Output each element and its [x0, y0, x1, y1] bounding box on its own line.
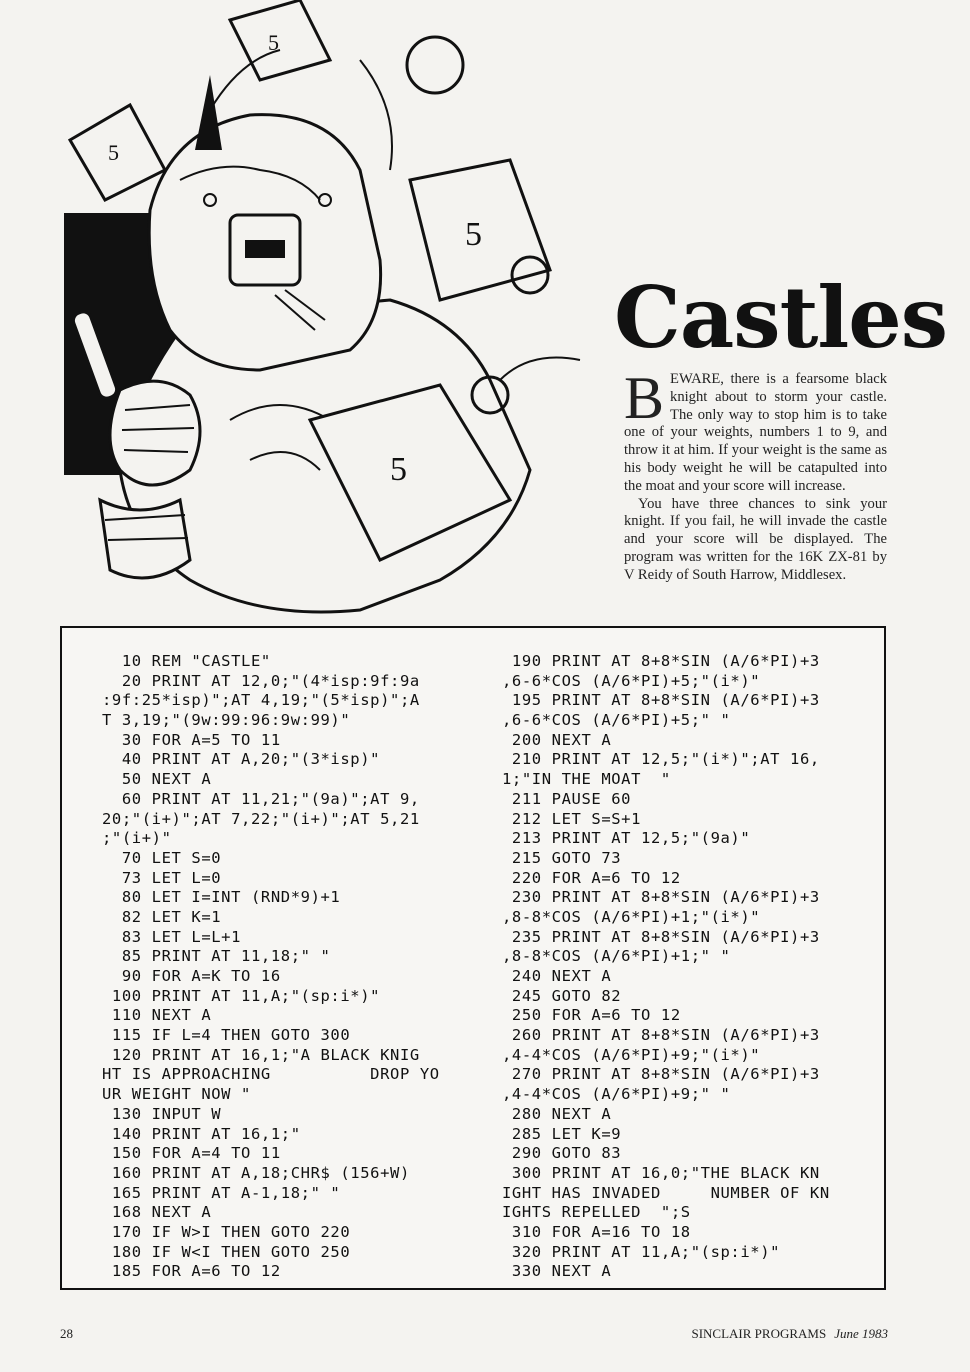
knight-illustration — [60, 0, 640, 620]
code-line: 180 IF W<I THEN GOTO 250 — [102, 1242, 351, 1261]
code-line: 213 PRINT AT 12,5;"(9a)" — [502, 829, 751, 848]
code-line: 210 PRINT AT 12,5;"(i*)";AT 16, — [502, 750, 820, 769]
footer-credit — [691, 1326, 888, 1342]
code-line: 168 NEXT A — [102, 1203, 212, 1222]
code-line: ,6-6*COS (A/6*PI)+5;"(i*)" — [502, 671, 761, 690]
code-line: 130 INPUT W — [102, 1104, 222, 1123]
code-line: 250 FOR A=6 TO 12 — [502, 1006, 681, 1025]
page-number: 28 — [60, 1326, 73, 1341]
code-line: 195 PRINT AT 8+8*SIN (A/6*PI)+3 — [502, 691, 820, 710]
code-line: 160 PRINT AT A,18;CHR$ (156+W) — [102, 1163, 410, 1182]
code-line: 80 LET I=INT (RND*9)+1 — [102, 888, 341, 907]
code-line: :9f:25*isp)";AT 4,19;"(5*isp)";A — [102, 691, 420, 710]
weight-icon — [70, 105, 165, 200]
svg-text:5: 5 — [268, 30, 279, 55]
code-line: 1;"IN THE MOAT " — [502, 770, 671, 789]
code-line: 310 FOR A=16 TO 18 — [502, 1222, 691, 1241]
code-line: ;"(i+)" — [102, 829, 172, 848]
code-line: ,4-4*COS (A/6*PI)+9;"(i*)" — [502, 1045, 761, 1064]
code-line: 170 IF W>I THEN GOTO 220 — [102, 1222, 351, 1241]
svg-text:5: 5 — [465, 216, 482, 253]
code-line: 300 PRINT AT 16,0;"THE BLACK KN — [502, 1163, 820, 1182]
code-line: 200 NEXT A — [502, 730, 612, 749]
code-line: 85 PRINT AT 11,18;" " — [102, 947, 331, 966]
code-line: 20 PRINT AT 12,0;"(4*isp:9f:9a — [102, 671, 420, 690]
code-line: 285 LET K=9 — [502, 1124, 622, 1143]
code-line: 240 NEXT A — [502, 967, 612, 985]
code-line: ,6-6*COS (A/6*PI)+5;" " — [502, 711, 731, 730]
program-listing — [60, 626, 886, 1290]
drop-cap: B — [624, 365, 665, 431]
code-line: 110 NEXT A — [102, 1006, 212, 1025]
svg-text:5: 5 — [108, 140, 119, 165]
code-line: 120 PRINT AT 16,1;"A BLACK KNIG — [102, 1045, 420, 1064]
code-line: 40 PRINT AT A,20;"(3*isp)" — [102, 750, 381, 769]
code-line: 150 FOR A=4 TO 11 — [102, 1144, 281, 1163]
issue-date: June 1983 — [834, 1326, 888, 1341]
code-line: 190 PRINT AT 8+8*SIN (A/6*PI)+3 — [502, 652, 820, 670]
code-line: IGHTS REPELLED ";S — [502, 1203, 691, 1222]
code-line: 185 FOR A=6 TO 12 — [102, 1262, 281, 1281]
code-line: UR WEIGHT NOW " — [102, 1085, 251, 1104]
intro-paragraph-2: You have three chances to sink your knight. If you fail, he will invade the castle and your score will be displayed. The program was written for the 16K ZX-81 by V Reidy of South Harrow, Middlesex. — [624, 495, 887, 583]
code-line: HT IS APPROACHING DROP YO — [102, 1065, 440, 1084]
helmet-icon — [149, 75, 380, 370]
code-line: 100 PRINT AT 11,A;"(sp:i*)" — [102, 986, 381, 1005]
ball-icon — [407, 37, 463, 93]
code-line: 290 GOTO 83 — [502, 1144, 622, 1163]
code-line: IGHT HAS INVADED NUMBER OF KN — [502, 1183, 830, 1202]
code-line: 330 NEXT A — [502, 1262, 612, 1281]
code-line: ,4-4*COS (A/6*PI)+9;" " — [502, 1085, 731, 1104]
code-line: 73 LET L=0 — [102, 868, 222, 887]
svg-text:5: 5 — [390, 451, 407, 488]
code-line: T 3,19;"(9w:99:96:9w:99)" — [102, 711, 351, 730]
code-line: 220 FOR A=6 TO 12 — [502, 868, 681, 887]
code-line: 235 PRINT AT 8+8*SIN (A/6*PI)+3 — [502, 927, 820, 946]
intro-paragraph-1: BEWARE, there is a fearsome black knight about to storm your castle. The only way to stop him is to take one of your weights, numbers 1 to 9, and throw it at him. If your weight is the same as his body weight he will be catapulted into the moat and your score will increase. — [624, 365, 887, 494]
code-line: 70 LET S=0 — [102, 848, 222, 867]
intro-text — [624, 365, 887, 585]
publication-name: SINCLAIR PROGRAMS — [691, 1326, 827, 1341]
listing-right-column — [502, 652, 882, 1282]
code-line: 30 FOR A=5 TO 11 — [102, 730, 281, 749]
code-line: 20;"(i+)";AT 7,22;"(i+)";AT 5,21 — [102, 809, 420, 828]
code-line: 165 PRINT AT A-1,18;" " — [102, 1183, 341, 1202]
code-line: 115 IF L=4 THEN GOTO 300 — [102, 1026, 351, 1045]
weight-icon — [410, 160, 550, 300]
code-line: ,8-8*COS (A/6*PI)+1;"(i*)" — [502, 907, 761, 926]
code-line: 50 NEXT A — [102, 770, 212, 789]
code-line: 10 REM "CASTLE" — [102, 652, 271, 670]
code-line: 215 GOTO 73 — [502, 848, 622, 867]
code-line: 211 PAUSE 60 — [502, 789, 632, 808]
code-line: 212 LET S=S+1 — [502, 809, 642, 828]
code-line: 60 PRINT AT 11,21;"(9a)";AT 9, — [102, 789, 420, 808]
code-line: 140 PRINT AT 16,1;" — [102, 1124, 301, 1143]
code-line: 245 GOTO 82 — [502, 986, 622, 1005]
code-line: 270 PRINT AT 8+8*SIN (A/6*PI)+3 — [502, 1065, 820, 1084]
code-line: 83 LET L=L+1 — [102, 927, 242, 946]
listing-left-column — [102, 652, 482, 1282]
code-line: 82 LET K=1 — [102, 907, 222, 926]
code-line: 280 NEXT A — [502, 1104, 612, 1123]
code-line: 230 PRINT AT 8+8*SIN (A/6*PI)+3 — [502, 888, 820, 907]
code-line: 260 PRINT AT 8+8*SIN (A/6*PI)+3 — [502, 1026, 820, 1045]
code-line: 90 FOR A=K TO 16 — [102, 967, 281, 985]
code-line: 320 PRINT AT 11,A;"(sp:i*)" — [502, 1242, 781, 1261]
article-title: Castles — [614, 268, 948, 367]
code-line: ,8-8*COS (A/6*PI)+1;" " — [502, 947, 731, 966]
